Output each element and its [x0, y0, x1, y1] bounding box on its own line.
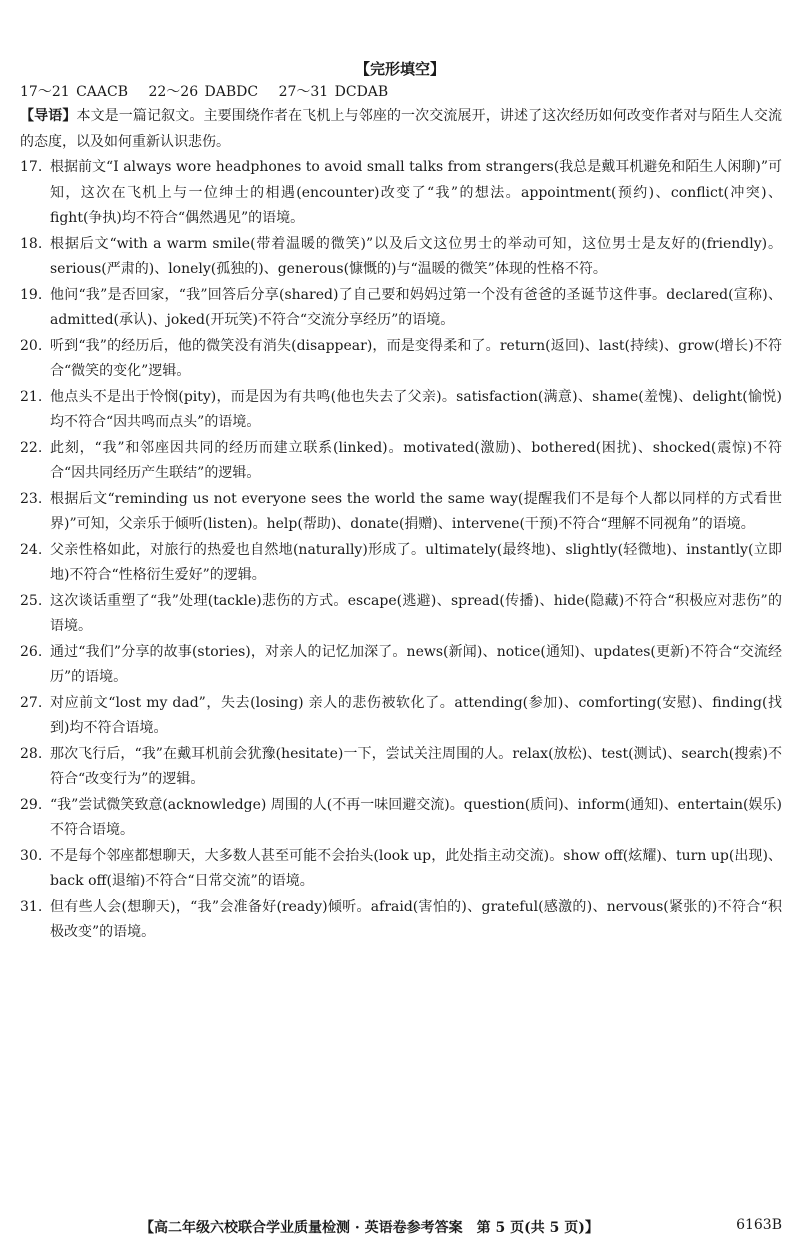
explanation-item	[20, 793, 782, 844]
item-number: 30.	[20, 847, 43, 864]
answer-key	[20, 81, 402, 101]
explanation-item	[20, 589, 782, 640]
item-text: 通过“我们”分享的故事(stories)，对亲人的记忆加深了。news(新闻)、notice(通知)、updates(更新)不符合“交流经历”的语境。	[50, 643, 782, 685]
explanations	[20, 104, 782, 946]
item-text: 这次谈话重塑了“我”处理(tackle)悲伤的方式。escape(逃避)、spread(传播)、hide(隐藏)不符合“积极应对悲伤”的语境。	[50, 592, 782, 634]
item-number: 17.	[20, 159, 43, 175]
explanation-item	[20, 742, 782, 793]
item-number: 27.	[20, 694, 43, 711]
explanation-item	[20, 436, 782, 487]
explanation-item	[20, 283, 782, 334]
explanation-item	[20, 640, 782, 691]
footer-title: 【高二年级六校联合学业质量检测 · 英语卷参考答案 第 5 页(共 5 页)】	[140, 1220, 599, 1236]
item-text: 此刻，“我”和邻座因共同的经历而建立联系(linked)。motivated(激励)、bothered(困扰)、shocked(震惊)不符合“因共同经历产生联结”的逻辑。	[50, 439, 782, 481]
item-number: 29.	[20, 796, 43, 813]
explanation-item	[20, 334, 782, 385]
explanation-item	[20, 538, 782, 589]
item-text: 对应前文“lost my dad”，失去(losing) 亲人的悲伤被软化了。attending(参加)、comforting(安慰)、finding(找到)均不符合语境。	[50, 694, 782, 736]
answer-group: 17～21 CAACB	[20, 84, 129, 100]
item-number: 28.	[20, 745, 43, 762]
item-number: 25.	[20, 592, 43, 609]
item-number: 23.	[20, 490, 43, 507]
item-number: 24.	[20, 541, 43, 558]
item-text: 父亲性格如此，对旅行的热爱也自然地(naturally)形成了。ultimately(最终地)、slightly(轻微地)、instantly(立即地)不符合“性格衍生爱好”的逻辑。	[50, 541, 782, 583]
explanation-item	[20, 385, 782, 436]
item-text: 根据后文“reminding us not everyone sees the world the same way(提醒我们不是每个人都以同样的方式看世界)”可知，父亲乐于倾听(listen)。help(帮助)、donate(捐赠)、intervene(干预)不符合“理解不同视角”的语境。	[50, 490, 782, 532]
item-number: 20.	[20, 337, 43, 354]
item-text: 不是每个邻座都想聊天，大多数人甚至可能不会抬头(look up，此处指主动交流)。show off(炫耀)、turn up(出现)、back off(退缩)不符合“日常交流”的语境。	[50, 847, 782, 889]
item-number: 19.	[20, 286, 43, 303]
item-text: “我”尝试微笑致意(acknowledge) 周围的人(不再一味回避交流)。question(质问)、inform(通知)、entertain(娱乐)不符合语境。	[50, 796, 782, 838]
intro-text: 本文是一篇记叙文。主要围绕作者在飞机上与邻座的一次交流展开，讲述了这次经历如何改变作者对与陌生人交流的态度，以及如何重新认识悲伤。	[20, 108, 782, 150]
item-number: 21.	[20, 388, 43, 405]
item-number: 22.	[20, 439, 43, 456]
answer-group: 27～31 DCDAB	[278, 84, 389, 100]
item-number: 26.	[20, 643, 43, 660]
item-list	[20, 155, 782, 946]
item-text: 但有些人会(想聊天)，“我”会准备好(ready)倾听。afraid(害怕的)、grateful(感激的)、nervous(紧张的)不符合“积极改变”的语境。	[50, 898, 782, 940]
explanation-item	[20, 232, 782, 283]
item-text: 根据后文“with a warm smile(带着温暖的微笑)”以及后文这位男士的举动可知，这位男士是友好的(friendly)。serious(严肃的)、lonely(孤独的)、generous(慷慨的)与“温暖的微笑”体现的性格不符。	[50, 235, 782, 277]
section-title: 【完形填空】	[354, 60, 445, 78]
answer-group: 22～26 DABDC	[148, 84, 259, 100]
intro-paragraph	[20, 104, 782, 155]
explanation-item	[20, 487, 782, 538]
item-text: 他点头不是出于怜悯(pity)，而是因为有共鸣(他也失去了父亲)。satisfaction(满意)、shame(羞愧)、delight(愉悦)均不符合“因共鸣而点头”的语境。	[50, 388, 782, 430]
item-number: 31.	[20, 898, 43, 915]
item-number: 18.	[20, 235, 43, 252]
item-text: 他问“我”是否回家，“我”回答后分享(shared)了自己要和妈妈过第一个没有爸爸的圣诞节这件事。declared(宣称)、admitted(承认)、joked(开玩笑)不符合“交流分享经历”的语境。	[50, 286, 782, 328]
item-text: 根据前文“I always wore headphones to avoid small talks from strangers(我总是戴耳机避免和陌生人闲聊)”可知，这次在飞机上与一位绅士的相遇(encounter)改变了“我”的想法。appointment(预约)、conflict(冲突)、fight(争执)均不符合“偶然遇见”的语境。	[50, 159, 782, 226]
intro-tag: 【导语】	[20, 108, 77, 124]
footer-code: 6163B	[736, 1217, 782, 1233]
item-text: 那次飞行后，“我”在戴耳机前会犹豫(hesitate)一下，尝试关注周围的人。relax(放松)、test(测试)、search(搜索)不符合“改变行为”的逻辑。	[50, 745, 782, 787]
item-text: 听到“我”的经历后，他的微笑没有消失(disappear)，而是变得柔和了。return(返回)、last(持续)、grow(增长)不符合“微笑的变化”逻辑。	[50, 337, 782, 379]
explanation-item	[20, 844, 782, 895]
explanation-item	[20, 895, 782, 946]
explanation-item	[20, 155, 782, 232]
explanation-item	[20, 691, 782, 742]
